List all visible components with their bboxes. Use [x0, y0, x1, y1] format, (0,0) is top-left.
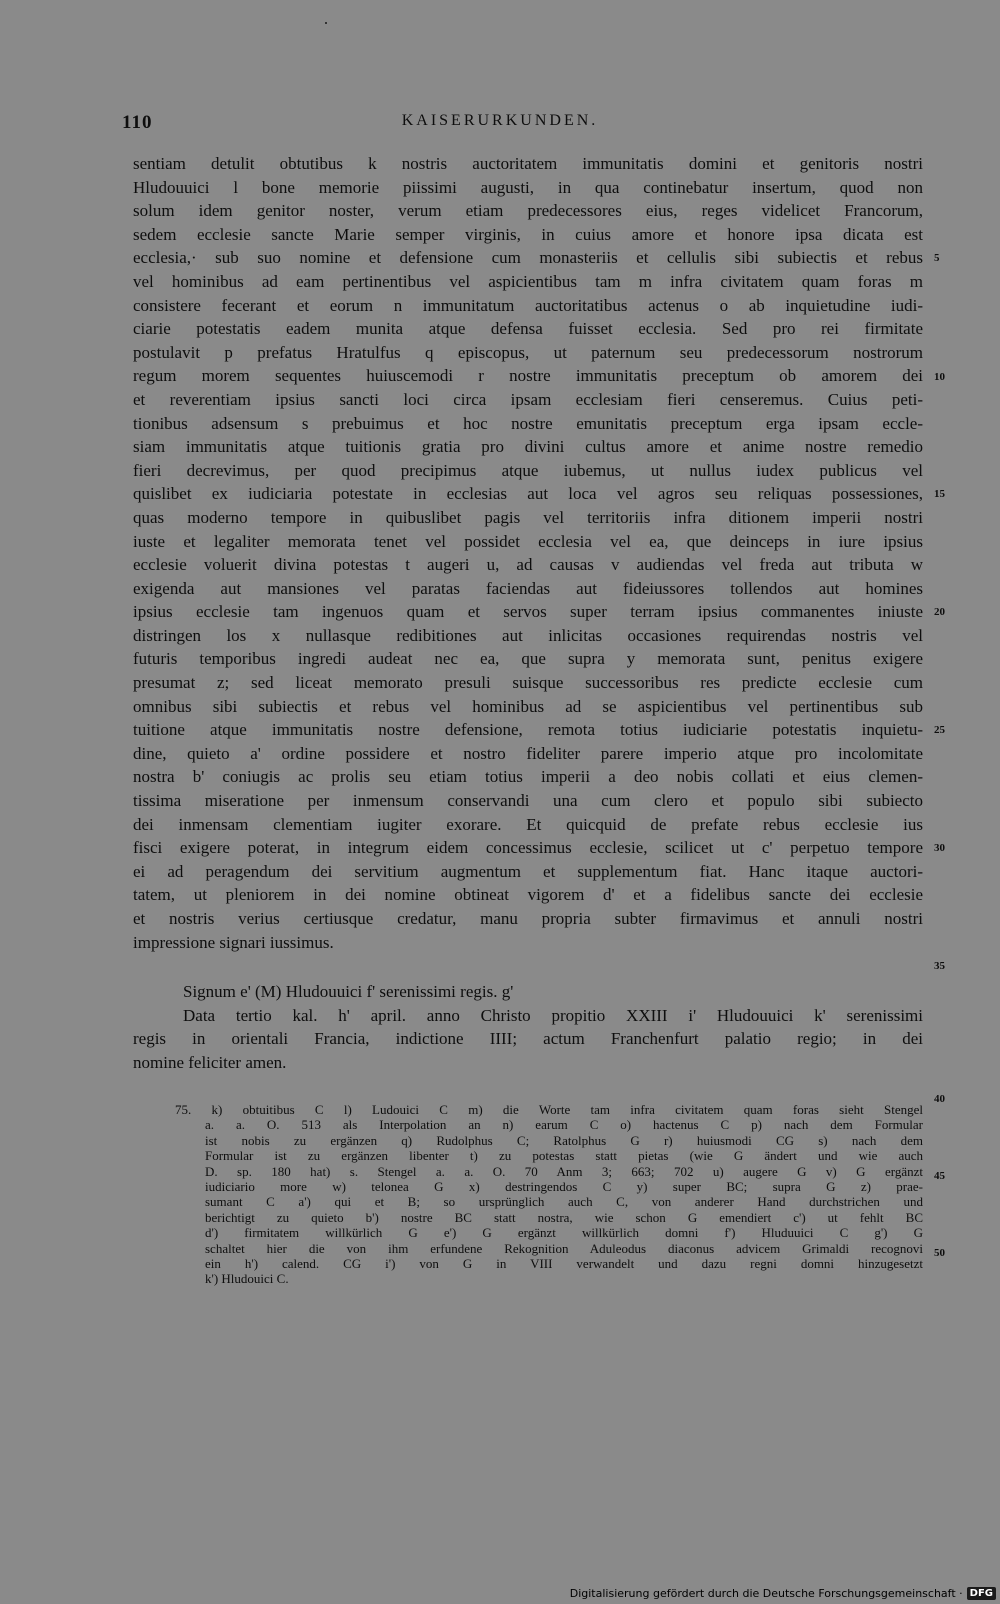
page-header [0, 112, 1000, 136]
text-line: fisci exigere poterat, in integrum eidem concessimus ecclesie, scilicet ut c' perpetuo tempore [133, 838, 923, 858]
text-line: dei inmensam clementiam iugiter exorare. Et quicquid de prefate rebus ecclesie ius [133, 814, 923, 834]
text-line: sentiam detulit obtutibus k nostris auctoritatem immunitatis domini et genitoris nostri [133, 154, 923, 173]
footnote-line: k') Hludouici C. [205, 1271, 289, 1287]
text-line: futuris temporibus ingredi audeat nec ea, que supra y memorata sunt, penitus exigere [133, 649, 923, 669]
text-line: omnibus sibi subiectis et rebus vel hominibus ad se aspicientibus vel pertinentibus sub [133, 696, 923, 716]
text-line: tatem, ut pleniorem in dei nomine obtineat vigorem d' et a fidelibus sancte dei ecclesie [133, 885, 923, 905]
text-line: ciarie potestatis eadem munita atque defensa fuisset ecclesia. Sed pro rei firmitate [133, 319, 923, 339]
line-number: 5 [934, 252, 940, 264]
text-line: siam immunitatis atque tuitionis gratia pro divini cultus amore et anime nostre remedio [133, 437, 923, 457]
text-line: impressione signari iussimus. [133, 932, 334, 952]
text-line: ecclesia,· sub suo nomine et defensione cum monasteriis et cellulis sibi subiectis et rebus [133, 248, 923, 268]
text-line: distringen los x nullasque redibitiones aut inlicitas occasiones requirendas nostris vel [133, 625, 923, 645]
footnote-line: ein h') calend. CG i') von G in VIII verwandelt und dazu regni domni hinzugesetzt [205, 1255, 923, 1271]
line-number: 30 [934, 842, 945, 854]
line-number: 40 [934, 1093, 945, 1105]
text-line: ecclesie voluerit divina potestas t augeri u, ad causas v audiendas vel freda aut tributa w [133, 555, 923, 575]
line-number: 50 [934, 1247, 945, 1259]
text-line: dine, quieto a' ordine possidere et nostro fideliter parere imperio atque pro incolomitate [133, 743, 923, 763]
text-line: et nostris verius certiusque credatur, manu propria subter firmavimus et annuli nostri [133, 909, 923, 928]
text-line: vel hominibus ad eam pertinentibus vel aspicientibus tam m infra civitatem quam foras m [133, 271, 923, 291]
text-line: et reverentiam ipsius sancti loci circa ipsam ecclesiam fieri censeremus. Cuius peti- [133, 389, 923, 409]
text-line: tionibus adsensum s prebuimus et hoc nostre emunitatis preceptum erga ipsam eccle- [133, 413, 923, 433]
text-line: tuitione atque immunitatis nostre defensione, remota totius iudiciarie potestatis inquietu- [133, 720, 923, 740]
text-line: presumat z; sed liceat memorato presuli suisque successoribus res predicte ecclesie cum [133, 673, 923, 693]
text-line: fieri decrevimus, per quod precipimus atque iubemus, ut nullus iudex publicus vel [133, 460, 923, 480]
footnote-line: berichtigt zu quieto b') nostre BC statt nostra, wie schon G emendiert c') ut fehlt BC [205, 1209, 923, 1225]
footnote-line: Formular ist zu ergänzen libenter t) zu potestas statt pietas (wie G ändert und wie auch [205, 1148, 923, 1164]
charter-body [133, 152, 923, 954]
text-line: nostra b' coniugis ac prolis seu etiam totius imperii a deo nobis collati et eius clemen- [133, 767, 923, 787]
signum-and-dating [133, 980, 923, 1074]
footnote-line: iudiciario more w) telonea G x) destringendos C y) super BC; supra G z) prae- [205, 1178, 923, 1194]
text-line: Hludouuici l bone memorie piissimi augusti, in qua continebatur insertum, quod non [133, 177, 923, 197]
text-line: ei ad peragendum dei servitium augmentum et supplementum fiat. Hanc itaque auctori- [133, 861, 923, 881]
footnote-line: a. a. O. 513 als Interpolation an n) earum C o) hactenus C p) nach dem Formular [205, 1117, 923, 1133]
text-line: tissima miseratione per inmensum conservandi una cum clero et populo sibi subiecto [133, 791, 923, 811]
line-number: 25 [934, 724, 945, 736]
text-line: consistere fecerant et eorum n immunitatum auctoritatibus actenus o ab inquietudine iudi- [133, 295, 923, 315]
critical-apparatus [175, 1102, 923, 1287]
text-line: quislibet ex iudiciaria potestate in ecclesias aut loca vel agros seu reliquas possessiones, [133, 484, 923, 504]
dating-line: Data tertio kal. h' april. anno Christo propitio XXIII i' Hludouuici k' serenissimi [183, 1005, 923, 1025]
text-line: exigenda aut mansiones vel paratas faciendas aut fideiussores tollendos aut homines [133, 578, 923, 598]
page-speck [325, 22, 327, 24]
signum-line: Signum e' (M) Hludouuici f' serenissimi regis. g' [183, 982, 514, 1001]
text-line: regum morem sequentes huiuscemodi r nostre immunitatis preceptum ob amorem dei [133, 366, 923, 386]
digitization-credit [570, 1584, 996, 1602]
dating-line: regis in orientali Francia, indictione IIII; actum Franchenfurt palatio regio; in dei [133, 1029, 923, 1049]
text-line: quas moderno tempore in quibuslibet pagis vel territoriis infra ditionem imperii nostri [133, 507, 923, 527]
line-number: 45 [934, 1170, 945, 1182]
footnote-line: schaltet hier die von ihm erfundene Rekognition Aduleodus diaconus advicem Grimaldi recognovi [205, 1240, 923, 1256]
line-number: 15 [934, 488, 945, 500]
credit-text: Digitalisierung gefördert durch die Deutsche Forschungsgemeinschaft · [569, 1586, 963, 1600]
footnote-line: D. sp. 180 hat) s. Stengel a. a. O. 70 Anm 3; 663; 702 u) augere G v) G ergänzt [205, 1163, 923, 1179]
running-head: KAISERURKUNDEN. [401, 112, 599, 129]
text-line: ipsius ecclesie tam ingenuos quam et servos super terram ipsius commanentes iniuste [133, 602, 923, 622]
text-line: solum idem genitor noster, verum etiam predecessores eius, reges videlicet Francorum, [133, 201, 923, 221]
footnote-line: sumant C a') qui et B; so ursprünglich auch C, von anderer Hand durchstrichen und [205, 1194, 923, 1210]
dfg-logo: DFG [967, 1587, 996, 1600]
page-number: 110 [122, 112, 153, 133]
line-number: 20 [934, 606, 945, 618]
text-line: postulavit p prefatus Hratulfus q episcopus, ut paternum seu predecessorum nostrorum [133, 342, 923, 362]
line-number: 10 [934, 371, 945, 383]
footnote-line: 75. k) obtuitibus C l) Ludouici C m) die Worte tam infra civitatem quam foras sieht Stengel [175, 1102, 923, 1117]
footnote-line: ist nobis zu ergänzen q) Rudolphus C; Ratolphus G r) huiusmodi CG s) nach dem [205, 1132, 923, 1148]
text-line: sedem ecclesie sancte Marie semper virginis, in cuius amore et honore ipsa dicata est [133, 224, 923, 244]
text-line: iuste et legaliter memorata tenet vel possidet ecclesia vel ea, que deinceps in iure ipsius [133, 531, 923, 551]
dating-line: nomine feliciter amen. [133, 1052, 287, 1072]
footnote-line: d') firmitatem willkürlich G e') G ergänzt willkürlich domni f') Hluduuici C g') G [205, 1225, 923, 1241]
line-number: 35 [934, 960, 945, 972]
